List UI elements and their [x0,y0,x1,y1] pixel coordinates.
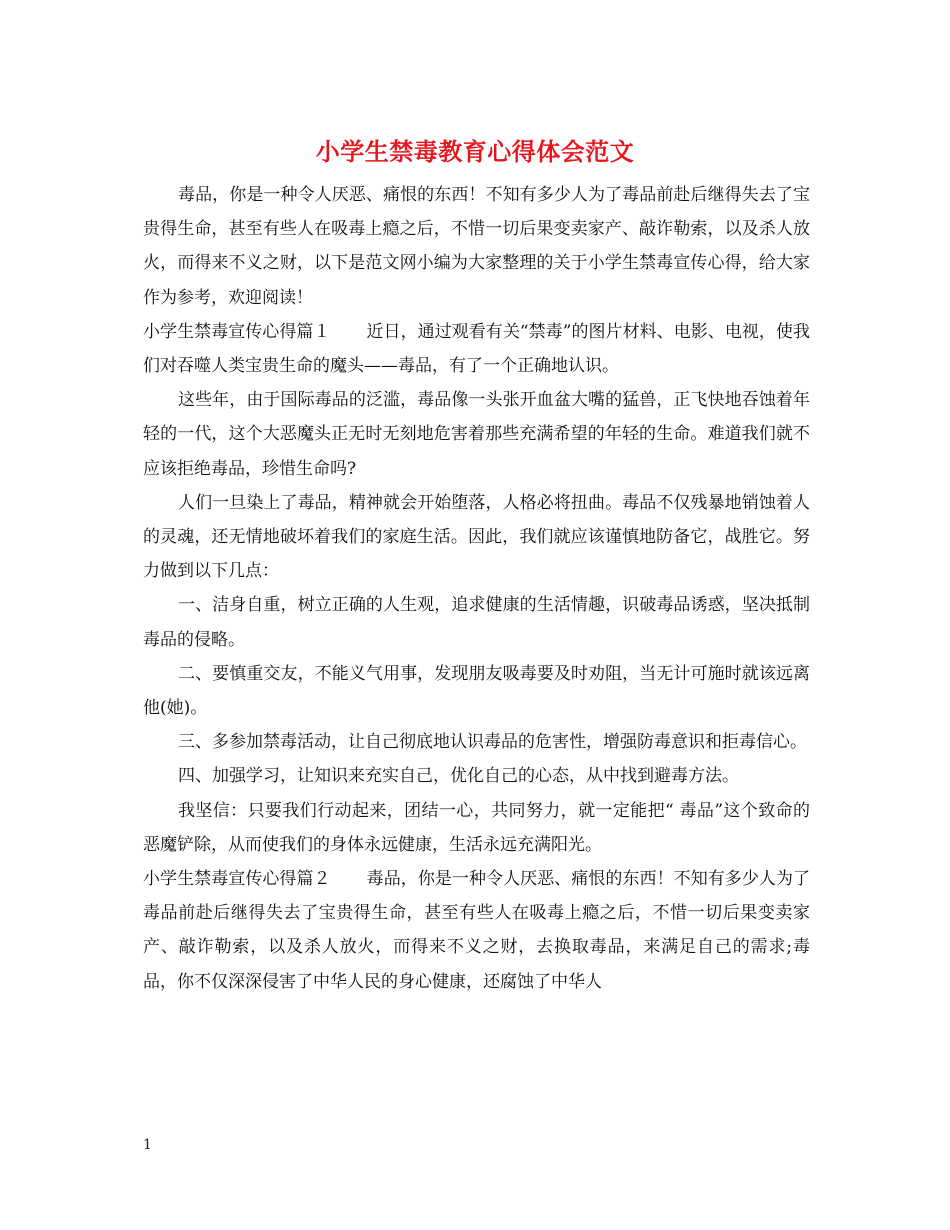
paragraph-1: 这些年，由于国际毒品的泛滥，毒品像一头张开血盆大嘴的猛兽，正飞快地吞蚀着年轻的一代，这个大恶魔头正无时无刻地危害着那些充满希望的年轻的生命。难道我们就不应该拒绝毒品，珍惜生命吗? [143,390,810,479]
page-number: 1 [143,1137,152,1153]
section-1-lead: 近日，通过观看有关“禁毒”的图片材料、电影、电视，使我们对吞噬人类宝贵生命的魔头——毒品，有了一个正确地认识。 [143,321,810,377]
intro-paragraph: 毒品，你是一种令人厌恶、痛恨的东西！不知有多少人为了毒品前赴后继得失去了宝贵得生命，甚至有些人在吸毒上瘾之后，不惜一切后果变卖家产、敲诈勒索，以及杀人放火，而得来不义之财，以下是范文网小编为大家整理的关于小学生禁毒宣传心得，给大家作为参考，欢迎阅读！ [143,185,810,308]
section-1-heading: 小学生禁毒宣传心得篇１ [143,321,331,342]
section-2-paragraph [143,862,810,999]
section-1-paragraph [143,315,810,383]
paragraph-3: 一、洁身自重，树立正确的人生观，追求健康的生活情趣，识破毒品诱惑，坚决抵制毒品的侵略。 [143,595,810,650]
document-title: 小学生禁毒教育心得体会范文 [315,137,635,166]
paragraph-7: 我坚信：只要我们行动起来，团结一心，共同努力，就一定能把“ 毒品”这个致命的恶魔铲除，从而使我们的身体永远健康，生活永远充满阳光。 [143,800,810,855]
section-2-lead: 毒品，你是一种令人厌恶、痛恨的东西！不知有多少人为了毒品前赴后继得失去了宝贵得生命，甚至有些人在吸毒上瘾之后，不惜一切后果变卖家产、敲诈勒索，以及杀人放火，而得来不义之财，去换取毒品，来满足自己的需求;毒品，你不仅深深侵害了中华人民的身心健康，还腐蚀了中华人 [143,869,811,992]
paragraph-5: 三、多参加禁毒活动，让自己彻底地认识毒品的危害性，增强防毒意识和拒毒信心。 [178,732,807,753]
paragraph-4: 二、要慎重交友，不能义气用事，发现朋友吸毒要及时劝阻，当无计可施时就该远离他(她)。 [143,663,810,719]
paragraph-6: 四、加强学习，让知识来充实自己，优化自己的心态，从中找到避毒方法。 [178,766,739,787]
paragraph-2: 人们一旦染上了毒品，精神就会开始堕落，人格必将扭曲。毒品不仅残暴地销蚀着人的灵魂，还无情地破坏着我们的家庭生活。因此，我们就应该谨慎地防备它，战胜它。努力做到以下几点： [143,492,810,582]
section-2-heading: 小学生禁毒宣传心得篇２ [143,869,331,890]
document-body [143,178,810,999]
